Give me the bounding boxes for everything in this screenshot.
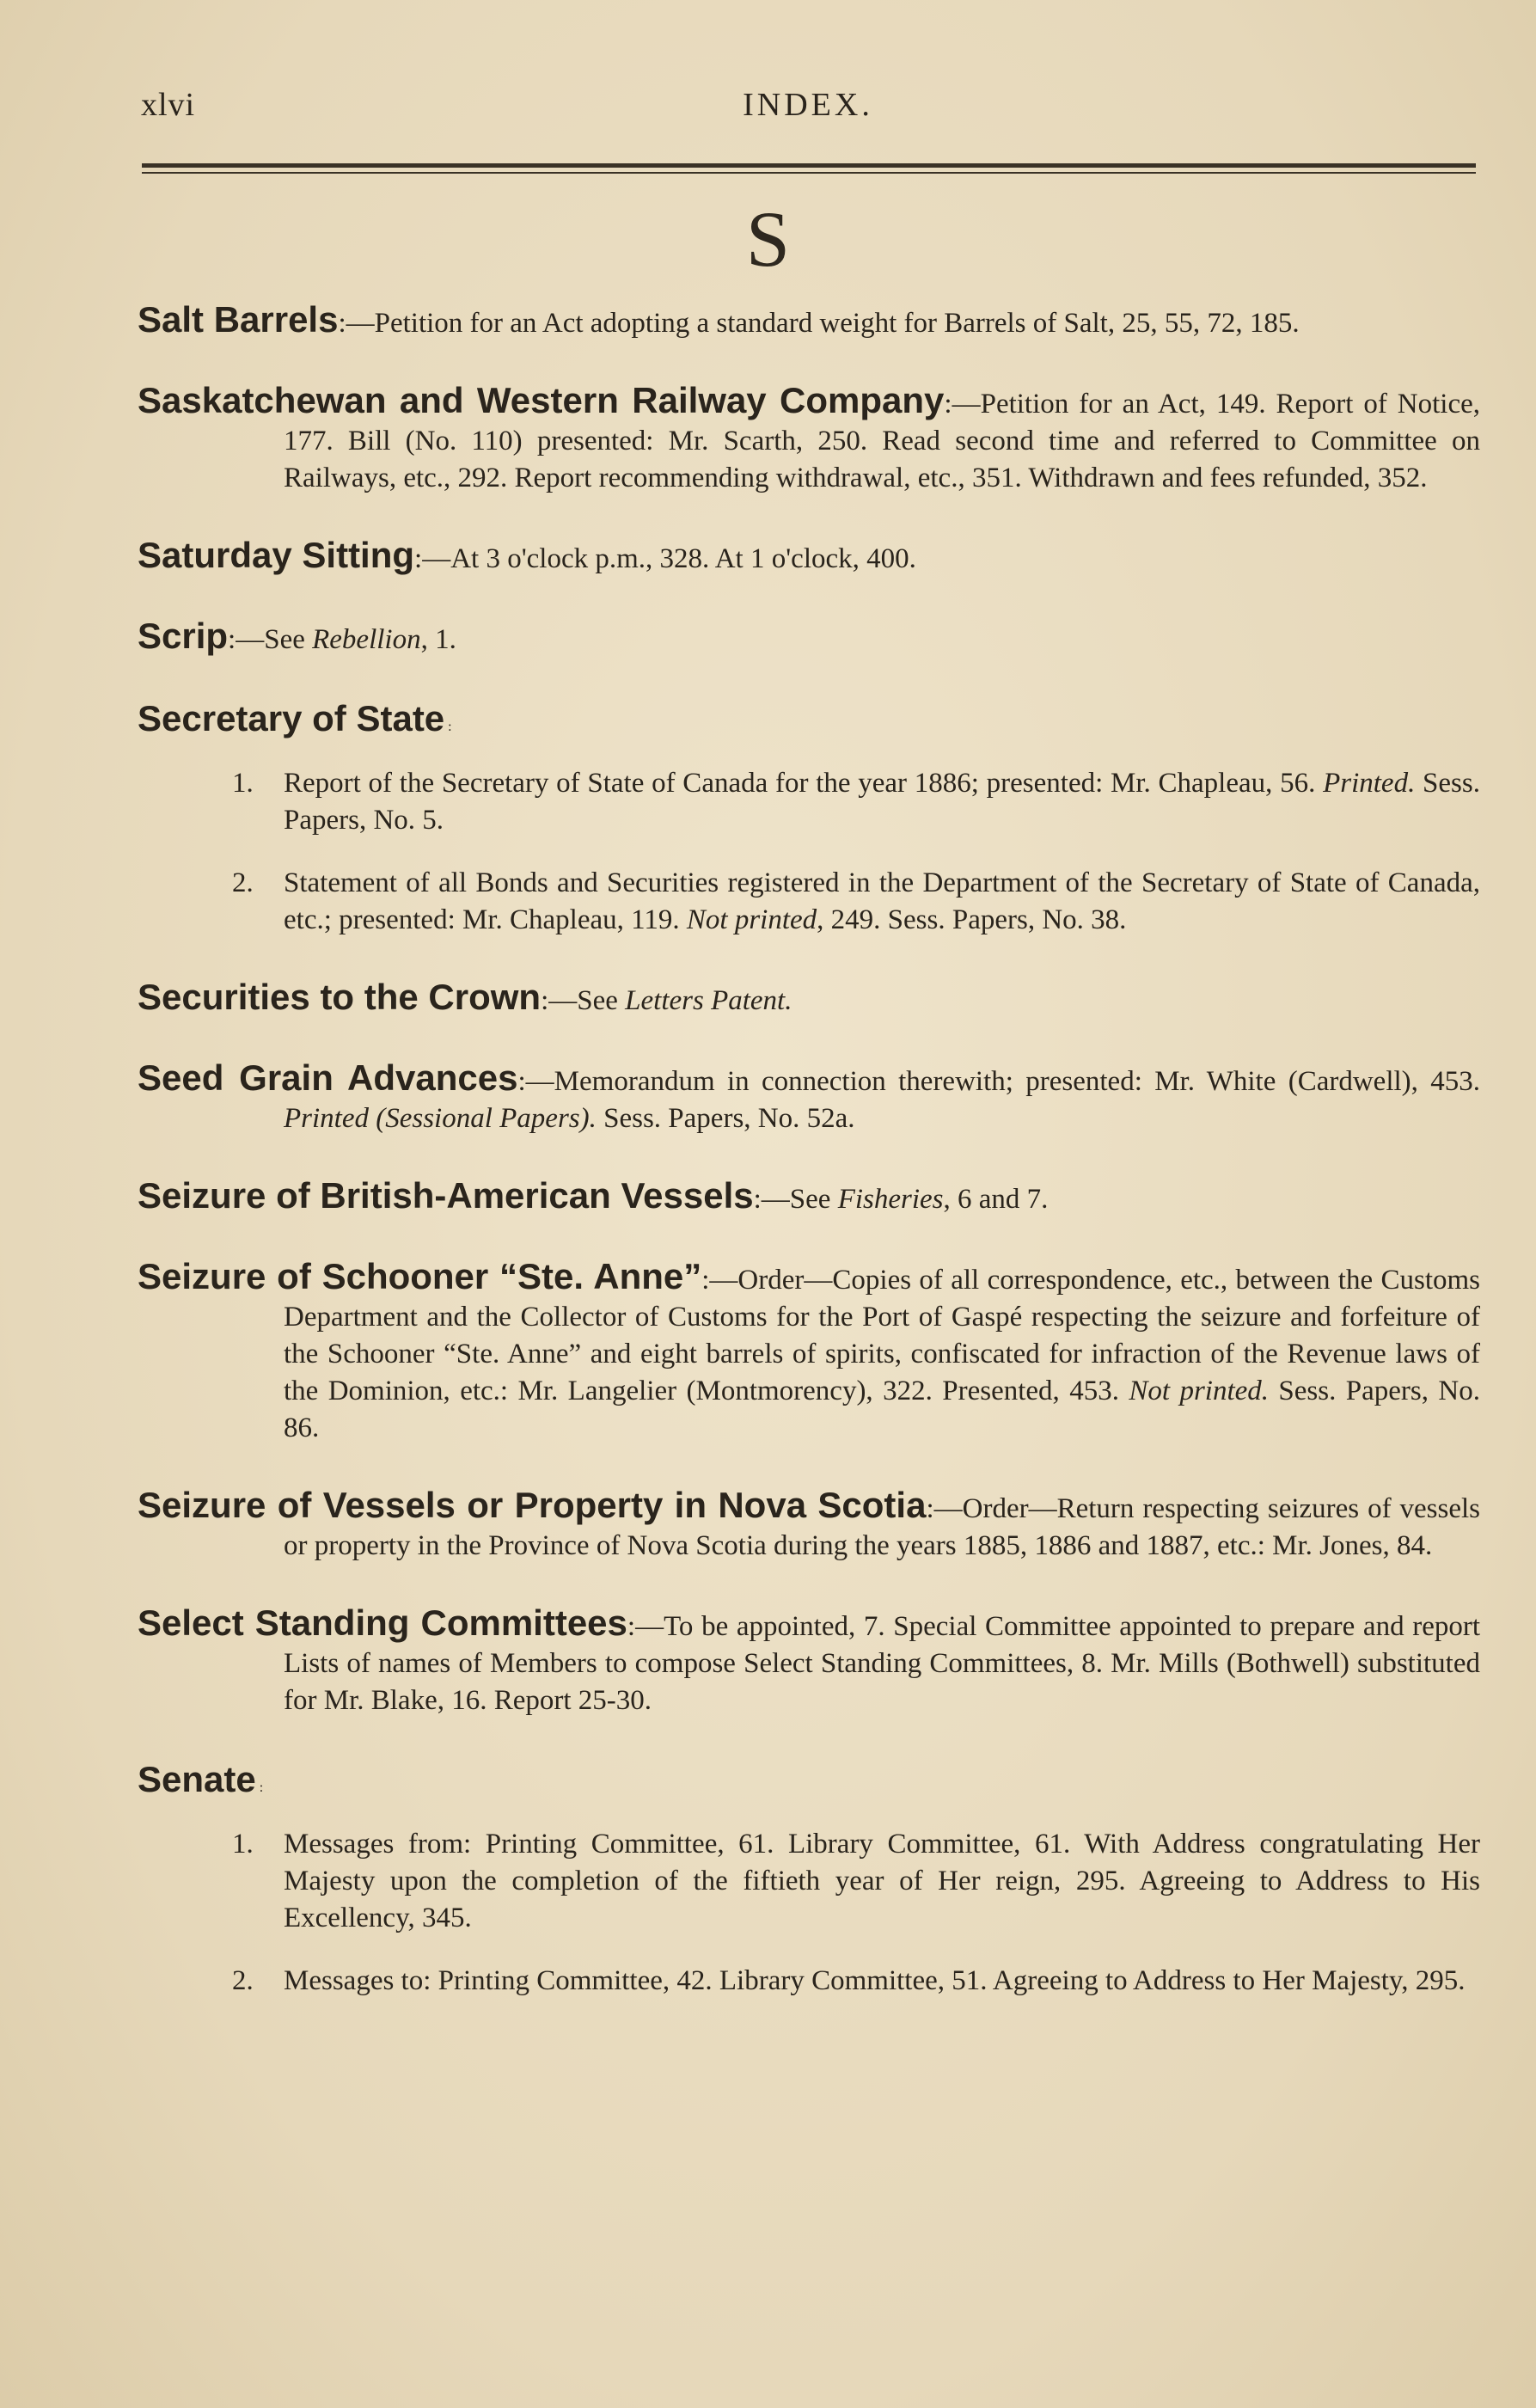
entry-heading: Senate [138,1759,256,1799]
entry-body-tail: Sess. Papers, No. 86. [284,1376,1480,1443]
index-entry-group [138,1759,1480,2000]
entry-body-tail: , 6 and 7. [943,1184,1049,1215]
entry-body-tail: Sess. Papers, No. 52a. [596,1103,855,1134]
index-content [138,301,1480,2039]
sub-entry-tail: , 249. Sess. Papers, No. 38. [817,904,1127,935]
header-rule-thick [142,163,1476,168]
entry-heading: Seizure of Vessels or Property in Nova Scotia [138,1485,927,1525]
sub-entry [138,865,1480,939]
entry-body: :—See [753,1184,838,1215]
entry-heading: Salt Barrels [138,299,339,340]
running-head: INDEX. [743,87,873,123]
index-entry-heading-line [138,1759,1480,1800]
index-entry [138,382,1480,497]
sub-entry [138,765,1480,839]
sub-entry-number: 1. [232,1829,254,1860]
entry-colon: : [448,720,452,734]
sub-entry-text: Messages from: Printing Committee, 61. Library Committee, 61. With Address congratulating Her Majesty upon the completion of the fiftieth year of Her reign, 295. Agreeing to Address to His Excellency, 345. [284,1829,1480,1933]
index-entry [138,536,1480,578]
sub-entry-number: 2. [232,867,254,898]
sub-entry-text: Statement of all Bonds and Securities registered in the Department of the Secretary of State of Canada, etc.; presented: Mr. Chapleau, 119. [284,867,1480,935]
entry-heading: Saturday Sitting [138,535,415,575]
entry-cross-reference: Fisheries [837,1184,944,1215]
entry-body-tail: , 1. [420,624,456,655]
index-entry [138,1177,1480,1218]
entry-heading: Seizure of British-American Vessels [138,1175,754,1216]
index-entry [138,617,1480,659]
entry-cross-reference: Rebellion [312,624,421,655]
entry-heading: Securities to the Crown [138,977,542,1017]
section-letter: S [745,195,791,283]
entry-body: :—Petition for an Act, 149. Report of Notice, 177. Bill (No. 110) presented: Mr. Scarth, 250. Read second time and referred to Committee on Railways, etc., 292. Report recommending withdrawal, etc., 351. Withdrawn and fees refunded, 352. [284,389,1480,493]
entry-body: :—Memorandum in connection therewith; presented: Mr. White (Cardwell), 453. [517,1066,1480,1097]
sub-entry [138,1826,1480,1937]
header-rule-thin [142,172,1476,174]
sub-entry-text: Report of the Secretary of State of Canada for the year 1886; presented: Mr. Chapleau, 56. [284,768,1324,799]
index-entry [138,301,1480,342]
page-header [138,86,1478,129]
entry-heading: Seed Grain Advances [138,1057,518,1098]
entry-heading: Secretary of State [138,698,445,738]
index-entry [138,1604,1480,1719]
sub-entry-italic: Not printed [686,904,817,935]
entry-colon: : [259,1780,264,1795]
index-entry [138,1258,1480,1447]
entry-body: :—Petition for an Act adopting a standard weight for Barrels of Salt, 25, 55, 72, 185. [338,308,1300,339]
entry-body: :—At 3 o'clock p.m., 328. At 1 o'clock, 400. [414,543,916,574]
sub-entry-italic: Printed. [1323,768,1416,799]
page-number: xlvi [141,87,196,123]
entry-body: :—See [228,624,313,655]
entry-heading: Saskatchewan and Western Railway Company [138,380,945,420]
sub-entry-number: 1. [232,768,254,799]
entry-body: :—See [541,985,626,1016]
entry-heading: Seizure of Schooner “Ste. Anne” [138,1256,702,1296]
entry-body: :—Order—Copies of all correspondence, etc., between the Customs Department and the Collector of Customs for the Port of Gaspé respecting the seizure and forfeiture of the Schooner “Ste. Anne” and eight barrels of spirits, confiscated for infraction of the Revenue laws of the Dominion, etc.: Mr. Langelier (Montmorency), 322. Presented, 453. [284,1265,1480,1406]
sub-entry-number: 2. [232,1965,254,1996]
sub-entry [138,1963,1480,2000]
sub-entry-text: Messages to: Printing Committee, 42. Library Committee, 51. Agreeing to Address to Her Majesty, 295. [284,1965,1466,1996]
entry-cross-reference: Letters Patent. [625,985,792,1016]
entry-italic: Printed (Sessional Papers). [284,1103,597,1134]
entry-italic: Not printed. [1129,1376,1270,1406]
entry-heading: Scrip [138,616,229,656]
index-entry [138,1059,1480,1137]
index-entry [138,978,1480,1020]
index-entry-group [138,698,1480,939]
entry-body: :—Order—Return respecting seizures of vessels or property in the Province of Nova Scotia during the years 1885, 1886 and 1887, etc.: Mr. Jones, 84. [284,1493,1480,1561]
sub-entry-tail: Sess. Papers, No. 5. [284,768,1480,836]
index-entry [138,1486,1480,1565]
entry-heading: Select Standing Committees [138,1602,627,1643]
index-entry-heading-line [138,698,1480,739]
entry-body: :—To be appointed, 7. Special Committee appointed to prepare and report Lists of names of Members to compose Select Standing Committees, 8. Mr. Mills (Bothwell) substituted for Mr. Blake, 16. Report 25-30. [284,1611,1480,1716]
